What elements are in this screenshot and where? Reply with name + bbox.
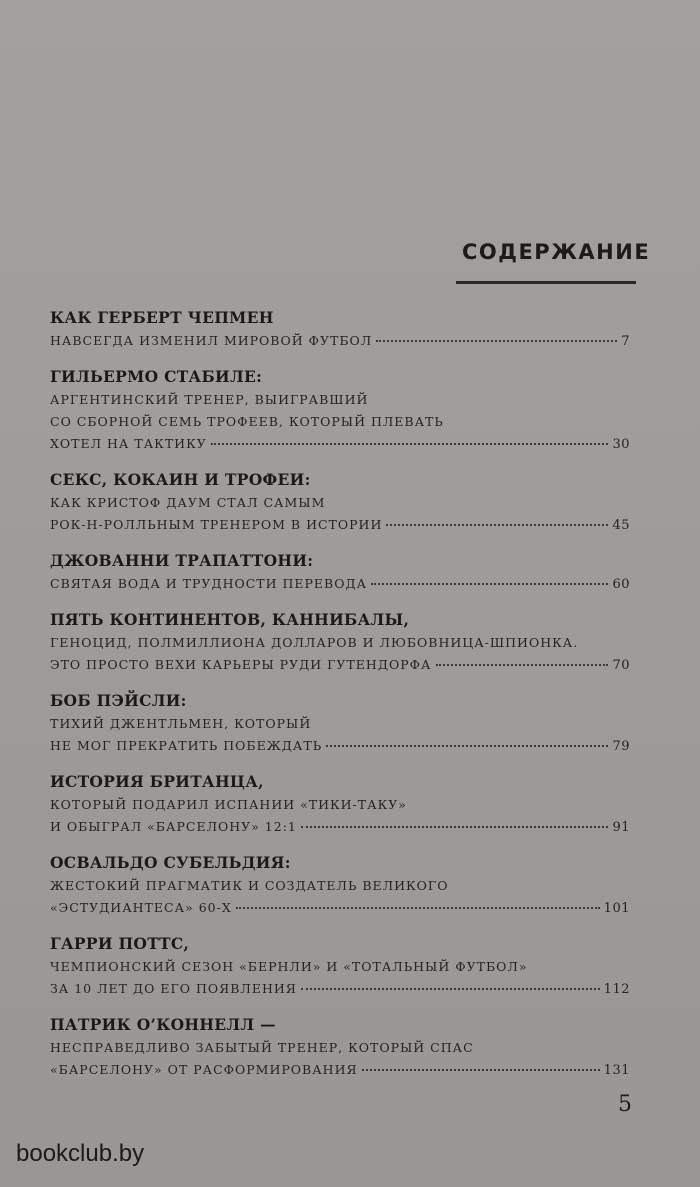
watermark-text: bookclub.by [16, 1140, 145, 1167]
toc-page-number: 79 [612, 739, 630, 754]
toc-entry-final-line [50, 330, 630, 353]
title-underline [456, 281, 636, 284]
toc-entry [50, 549, 630, 596]
toc-entry-subtitle-line: СО СБОРНОЙ СЕМЬ ТРОФЕЕВ, КОТОРЫЙ ПЛЕВАТЬ [50, 414, 444, 429]
toc-entry-final-line [50, 816, 630, 839]
toc-entry [50, 468, 630, 537]
toc-entry-heading: КАК ГЕРБЕРТ ЧЕПМЕН [50, 308, 274, 327]
dot-leader [301, 826, 609, 828]
toc-entry-heading: ПЯТЬ КОНТИНЕНТОВ, КАННИБАЛЫ, [50, 610, 410, 629]
toc-entry-final-line [50, 514, 630, 537]
toc-entry-final-line [50, 978, 630, 1001]
toc-entry-subtitle-line: И ОБЫГРАЛ «БАРСЕЛОНУ» 12:1 [50, 819, 297, 834]
toc-page-number: 30 [612, 437, 630, 452]
dot-leader [301, 988, 600, 990]
toc-entry [50, 608, 630, 677]
toc-entry-heading: ПАТРИК О’КОННЕЛЛ — [50, 1015, 276, 1034]
toc-entry-final-line [50, 897, 630, 920]
dot-leader [386, 524, 608, 526]
toc-entry-subtitle-line: «ЭСТУДИАНТЕСА» 60-Х [50, 900, 232, 915]
toc-page-number: 7 [621, 334, 630, 349]
toc-entry-subtitle-line: КАК КРИСТОФ ДАУМ СТАЛ САМЫМ [50, 495, 326, 510]
toc-entry-subtitle-line: ЧЕМПИОНСКИЙ СЕЗОН «БЕРНЛИ» И «ТОТАЛЬНЫЙ ФУТБОЛ» [50, 959, 528, 974]
toc-entry-subtitle-line: НЕСПРАВЕДЛИВО ЗАБЫТЫЙ ТРЕНЕР, КОТОРЫЙ СПАС [50, 1040, 474, 1055]
toc-entry [50, 306, 630, 353]
toc-entry [50, 770, 630, 839]
toc-entry-heading: ГИЛЬЕРМО СТАБИЛЕ: [50, 367, 263, 386]
toc-page-number: 131 [603, 1063, 630, 1078]
toc-entry-subtitle-line: СВЯТАЯ ВОДА И ТРУДНОСТИ ПЕРЕВОДА [50, 576, 368, 591]
page-number: 5 [618, 1092, 632, 1117]
toc-page-number: 45 [612, 518, 630, 533]
toc-page-number: 91 [612, 820, 630, 835]
toc-entry-subtitle-line: ЭТО ПРОСТО ВЕХИ КАРЬЕРЫ РУДИ ГУТЕНДОРФА [50, 657, 432, 672]
toc-page-number: 112 [603, 982, 630, 997]
dot-leader [371, 583, 608, 585]
toc-entry-final-line [50, 735, 630, 758]
toc-entry [50, 365, 630, 456]
toc-entry-subtitle-line: РОК-Н-РОЛЛЬНЫМ ТРЕНЕРОМ В ИСТОРИИ [50, 517, 383, 532]
toc-entry-subtitle-line: ЖЕСТОКИЙ ПРАГМАТИК И СОЗДАТЕЛЬ ВЕЛИКОГО [50, 878, 449, 893]
toc-entry-subtitle-line: НАВСЕГДА ИЗМЕНИЛ МИРОВОЙ ФУТБОЛ [50, 333, 373, 348]
dot-leader [326, 745, 608, 747]
toc-entry-heading: ГАРРИ ПОТТС, [50, 934, 190, 953]
toc-entry-heading: ИСТОРИЯ БРИТАНЦА, [50, 772, 264, 791]
toc-entry-subtitle-line: ГЕНОЦИД, ПОЛМИЛЛИОНА ДОЛЛАРОВ И ЛЮБОВНИЦА-ШПИОНКА. [50, 635, 579, 650]
dot-leader [211, 443, 609, 445]
toc-entry-subtitle-line: КОТОРЫЙ ПОДАРИЛ ИСПАНИИ «ТИКИ-ТАКУ» [50, 797, 407, 812]
toc-page-number: 101 [603, 901, 630, 916]
dot-leader [436, 664, 609, 666]
toc-entry-final-line [50, 433, 630, 456]
toc-page-number: 60 [612, 577, 630, 592]
toc-entry-subtitle-line: ЗА 10 ЛЕТ ДО ЕГО ПОЯВЛЕНИЯ [50, 981, 297, 996]
dot-leader [362, 1069, 600, 1071]
dot-leader [376, 340, 617, 342]
toc-entry-subtitle-line: ХОТЕЛ НА ТАКТИКУ [50, 436, 207, 451]
toc-entry-final-line [50, 654, 630, 677]
dot-leader [236, 907, 600, 909]
toc-entry-heading: СЕКС, КОКАИН И ТРОФЕИ: [50, 470, 311, 489]
toc-entry-heading: ДЖОВАННИ ТРАПАТТОНИ: [50, 551, 314, 570]
toc-entry-heading: БОБ ПЭЙСЛИ: [50, 691, 187, 710]
toc-entry [50, 851, 630, 920]
toc-entry [50, 689, 630, 758]
toc-entry-final-line [50, 1059, 630, 1082]
toc-entry-subtitle-line: «БАРСЕЛОНУ» ОТ РАСФОРМИРОВАНИЯ [50, 1062, 358, 1077]
toc-title: СОДЕРЖАНИЕ [462, 240, 651, 264]
toc-entry-subtitle-line: НЕ МОГ ПРЕКРАТИТЬ ПОБЕЖДАТЬ [50, 738, 323, 753]
table-of-contents [50, 306, 630, 1094]
toc-entry [50, 1013, 630, 1082]
toc-entry-subtitle-line: АРГЕНТИНСКИЙ ТРЕНЕР, ВЫИГРАВШИЙ [50, 392, 369, 407]
toc-page-number: 70 [612, 658, 630, 673]
toc-entry [50, 932, 630, 1001]
toc-entry-final-line [50, 573, 630, 596]
toc-entry-heading: ОСВАЛЬДО СУБЕЛЬДИЯ: [50, 853, 291, 872]
toc-entry-subtitle-line: ТИХИЙ ДЖЕНТЛЬМЕН, КОТОРЫЙ [50, 716, 312, 731]
